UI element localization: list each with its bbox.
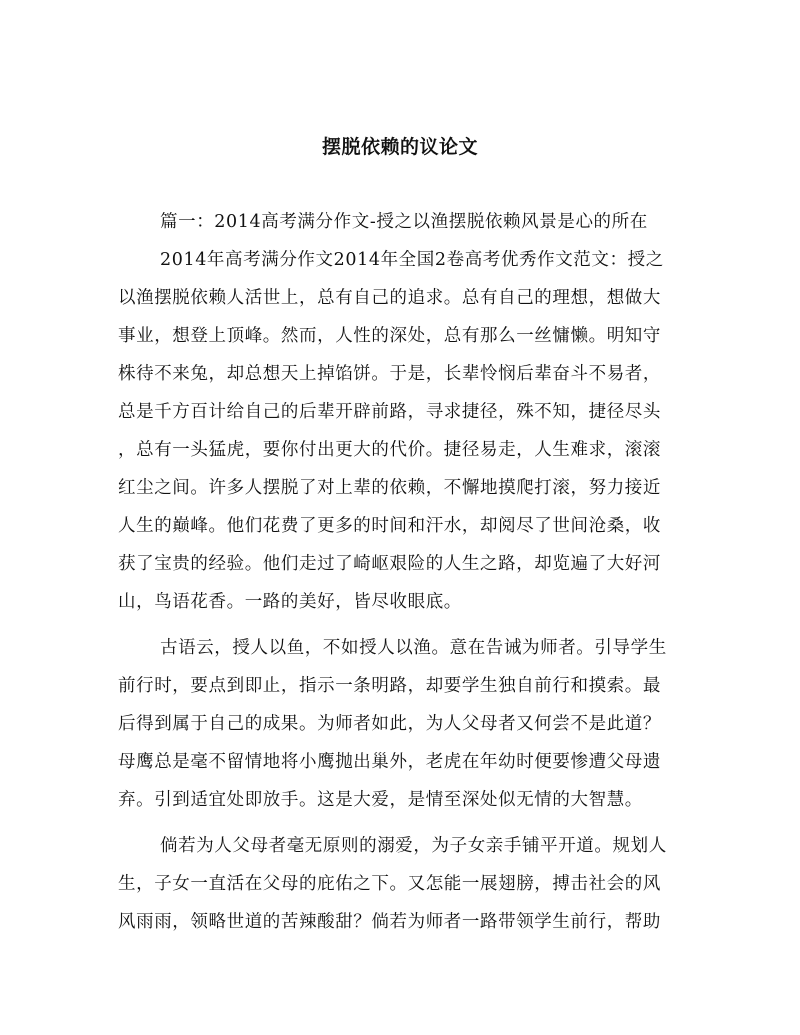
paragraph-line: 2014年高考满分作文2014年全国2卷高考优秀作文范文：授之 (160, 250, 664, 270)
paragraph-line: 株待不来兔，却总想天上掉馅饼。于是，长辈怜悯后辈奋斗不易者， (118, 364, 661, 384)
document-title: 摆脱依赖的议论文 (321, 136, 478, 158)
paragraph-line: 总是千方百计给自己的后辈开辟前路，寻求捷径，殊不知，捷径尽头 (118, 402, 661, 422)
paragraph-line: 古语云，授人以鱼，不如授人以渔。意在告诫为师者。引导学生 (160, 638, 667, 658)
paragraph-line: 山，鸟语花香。一路的美好，皆尽收眼底。 (118, 592, 462, 612)
paragraph-line: 生，子女一直活在父母的庇佑之下。又怎能一展翅膀，搏击社会的风 (118, 874, 661, 894)
section-heading: 篇一：2014高考满分作文-授之以渔摆脱依赖风景是心的所在 (160, 212, 648, 232)
paragraph-line: 弃。引到适宜处即放手。这是大爱，是情至深处似无情的大智慧。 (118, 790, 643, 810)
paragraph-line: 人生的巅峰。他们花费了更多的时间和汗水，却阅尽了世间沧桑，收 (118, 516, 661, 536)
paragraph-line: 倘若为人父母者毫无原则的溺爱，为子女亲手铺平开道。规划人 (160, 836, 667, 856)
paragraph-line: 红尘之间。许多人摆脱了对上辈的依赖，不懈地摸爬打滚，努力接近 (118, 478, 661, 498)
paragraph-line: 风雨雨，领略世道的苦辣酸甜？倘若为师者一路带领学生前行，帮助 (118, 912, 661, 932)
paragraph-line: 获了宝贵的经验。他们走过了崎岖艰险的人生之路，却览遍了大好河 (118, 554, 661, 574)
paragraph-line: 前行时，要点到即止，指示一条明路，却要学生独自前行和摸索。最 (118, 676, 661, 696)
paragraph-line: 以渔摆脱依赖人活世上，总有自己的追求。总有自己的理想，想做大 (118, 288, 661, 308)
paragraph-line: ，总有一头猛虎，要你付出更大的代价。捷径易走，人生难求，滚滚 (118, 440, 661, 460)
paragraph-line: 事业，想登上顶峰。然而，人性的深处，总有那么一丝慵懒。明知守 (118, 326, 661, 346)
paragraph-line: 后得到属于自己的成果。为师者如此，为人父母者又何尝不是此道？ (118, 714, 661, 734)
paragraph-line: 母鹰总是毫不留情地将小鹰抛出巢外，老虎在年幼时便要惨遭父母遗 (118, 752, 661, 772)
